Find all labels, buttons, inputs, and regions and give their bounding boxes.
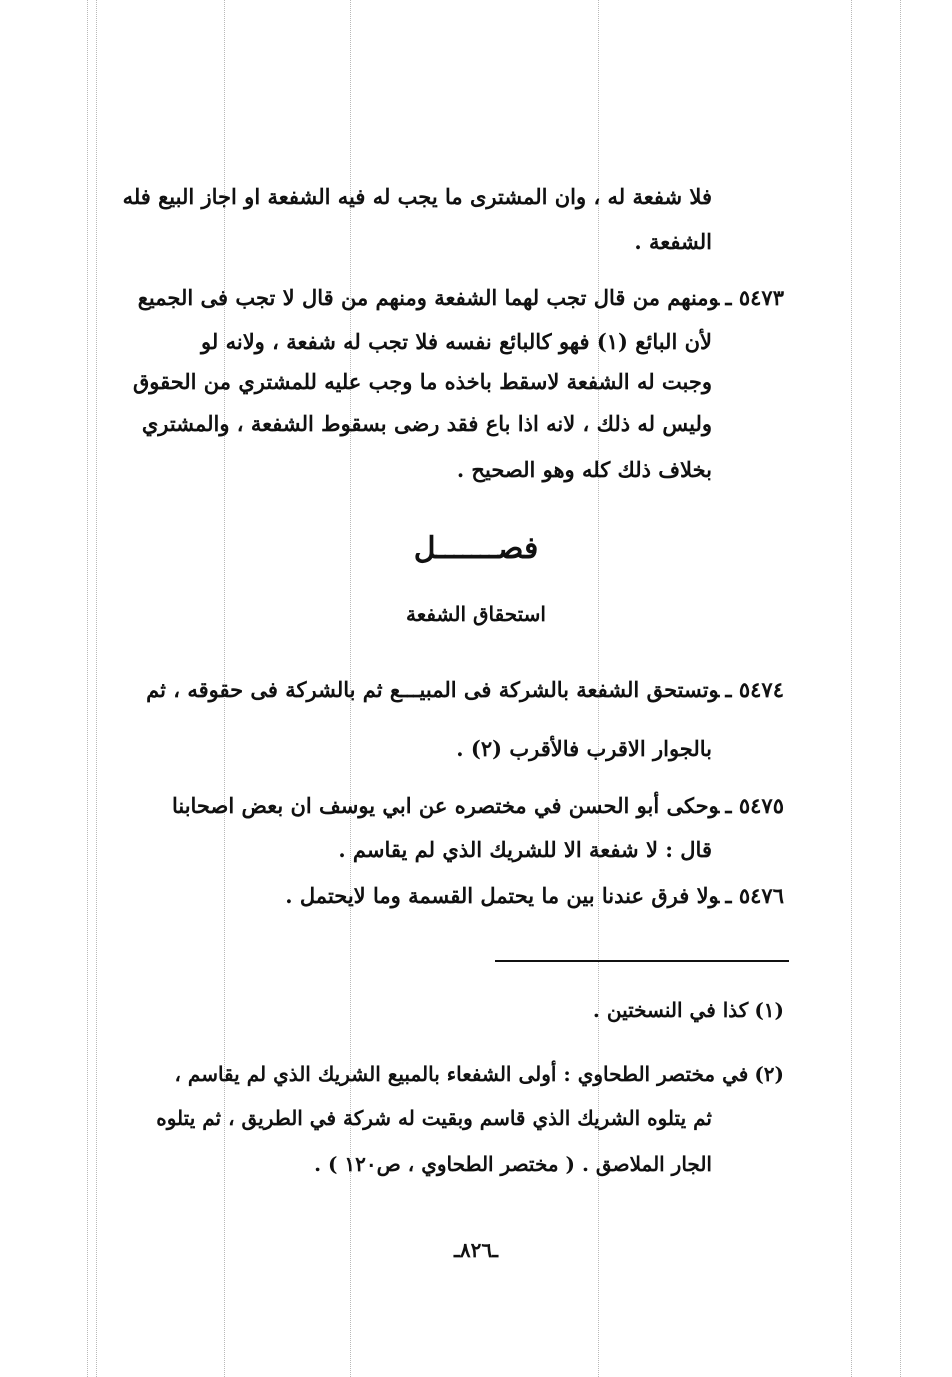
scan-line <box>87 0 88 1377</box>
footnote-2-first-line <box>174 1060 784 1088</box>
paragraph-number: ٥٤٧٥ ـ <box>725 793 784 818</box>
paragraph-number: ٥٤٧٣ ـ <box>725 285 784 310</box>
page-number: ـ٨٢٦ـ <box>454 1238 498 1262</box>
paragraph-5473-line-2: لأن البائع (١) فهو كالبائع نفسه فلا تجب له شفعة ، ولانه لو <box>201 329 712 354</box>
top-paragraph-line-2: الشفعة . <box>634 229 712 254</box>
scan-line <box>900 0 901 1377</box>
paragraph-5474-first-line <box>146 676 784 704</box>
paragraph-text: وحكى أبو الحسن في مختصره عن ابي يوسف ان بعض اصحابنا <box>171 793 720 818</box>
footnote-number: (١) <box>754 998 784 1022</box>
footnote-2-line-3: الجار الملاصق . ( مختصر الطحاوي ، ص١٢٠ ) . <box>314 1152 712 1176</box>
paragraph-5475-first-line <box>172 792 784 820</box>
scan-line <box>851 0 852 1377</box>
paragraph-text: وتستحق الشفعة بالشركة فى المبيـــع ثم بالشركة فى حقوقه ، ثم <box>146 677 720 702</box>
paragraph-5476-first-line <box>285 882 784 910</box>
paragraph-5474-line-2: بالجوار الاقرب فالأقرب (٢) . <box>456 736 712 761</box>
paragraph-5475-line-2: قال : لا شفعة الا للشريك الذي لم يقاسم . <box>338 837 712 862</box>
footnote-1 <box>593 996 784 1024</box>
footnote-number: (٢) <box>754 1062 784 1086</box>
paragraph-text: ولا فرق عندنا بين ما يحتمل القسمة وما لايحتمل . <box>285 883 720 908</box>
paragraph-5473-line-4: وليس له ذلك ، لانه اذا باع فقد رضى بسقوط الشفعة ، والمشتري <box>141 411 712 436</box>
paragraph-5473-line-5: بخلاف ذلك كله وهو الصحيح . <box>456 457 712 482</box>
footnote-text: كذا في النسختين . <box>592 998 749 1022</box>
footnote-separator <box>495 960 789 962</box>
paragraph-number: ٥٤٧٤ ـ <box>725 677 784 702</box>
paragraph-number: ٥٤٧٦ ـ <box>725 883 784 908</box>
footnote-2-line-2: ثم يتلوه الشريك الذي قاسم وبقيت له شركة في الطريق ، ثم يتلوه <box>156 1106 712 1130</box>
section-subheading: استحقاق الشفعة <box>406 602 546 626</box>
scan-line <box>96 0 97 1377</box>
footnote-text: في مختصر الطحاوي : أولى الشفعاء بالمبيع الشريك الذي لم يقاسم ، <box>174 1062 749 1086</box>
paragraph-5473-first-line <box>138 284 784 312</box>
section-heading: فصـــــــل <box>413 531 539 566</box>
paragraph-text: ومنهم من قال تجب لهما الشفعة ومنهم من قال لا تجب فى الجميع <box>137 285 720 310</box>
top-paragraph-line-1: فلا شفعة له ، وان المشترى ما يجب له فيه الشفعة او اجاز البيع فله <box>122 184 712 209</box>
paragraph-5473-line-3: وجبت له الشفعة لاسقط باخذه ما وجب عليه للمشتري من الحقوق <box>132 369 712 394</box>
